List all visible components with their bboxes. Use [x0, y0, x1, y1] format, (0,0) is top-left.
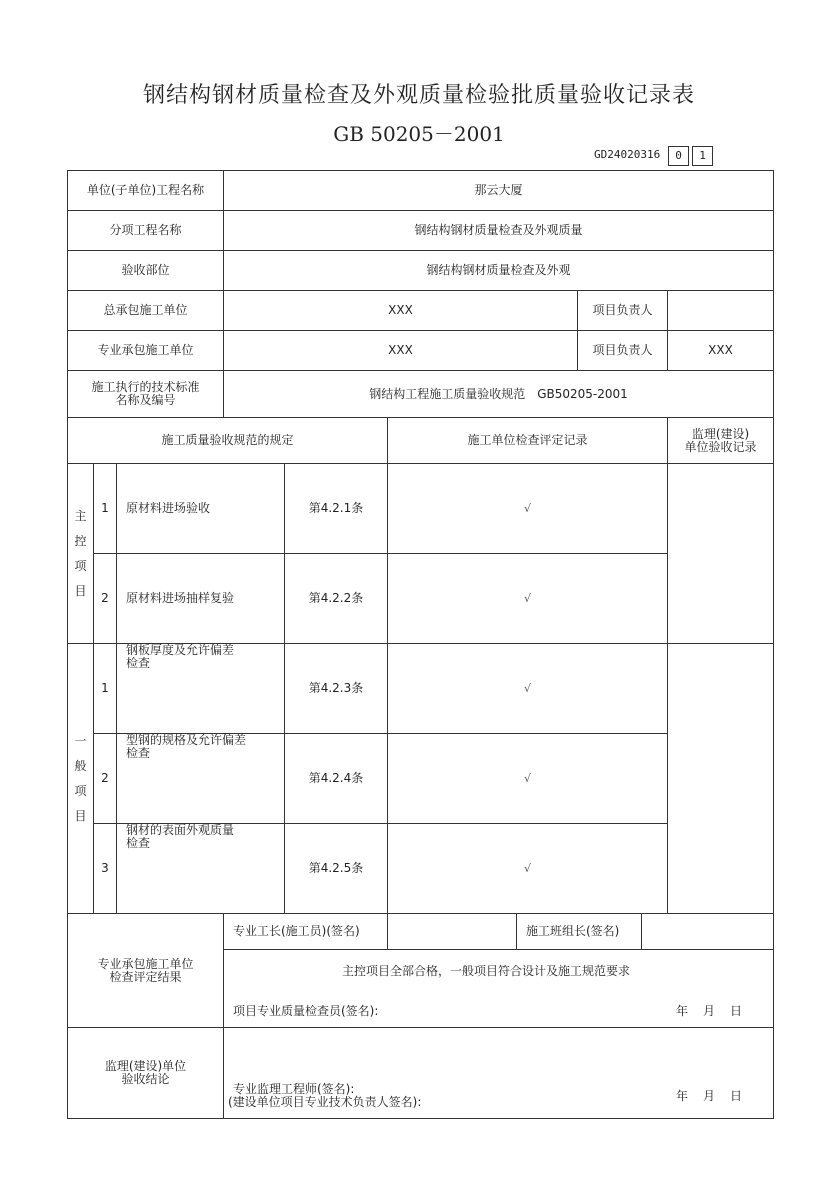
- item-name-line2: 检查: [126, 836, 151, 850]
- special-contractor-value[interactable]: XXX: [223, 330, 578, 371]
- supervision-result-label-line2: 验收结论: [121, 1072, 170, 1086]
- item-name: 原材料进场验收: [116, 463, 285, 554]
- special-manager-value[interactable]: XXX: [667, 330, 774, 371]
- team-leader-label: 施工班组长(签名): [516, 913, 642, 950]
- date-year: 年: [676, 1004, 689, 1018]
- group-char: 项: [74, 783, 87, 798]
- general-contractor-value[interactable]: XXX: [223, 290, 578, 331]
- main-supervision-record[interactable]: [667, 463, 774, 644]
- date-year: 年: [676, 1089, 689, 1103]
- group-char: 项: [74, 558, 87, 573]
- date-day: 日: [730, 1089, 743, 1103]
- check-mark: √: [523, 502, 531, 515]
- item-clause: 第4.2.3条: [284, 643, 388, 734]
- standard-number: GB 50205－2001: [333, 122, 505, 146]
- contractor-result-label: [67, 913, 224, 1028]
- check-mark: √: [523, 862, 531, 875]
- item-name-line2: 检查: [126, 746, 151, 760]
- supervision-header-line1: 监理(建设): [691, 426, 750, 441]
- item-clause: 第4.2.1条: [284, 463, 388, 554]
- check-mark: √: [523, 772, 531, 785]
- supervision-result-label-line1: 监理(建设)单位: [104, 1059, 187, 1073]
- sub-project-value[interactable]: 钢结构钢材质量检查及外观质量: [223, 210, 774, 251]
- spec-column-header: 施工质量验收规范的规定: [67, 417, 388, 464]
- general-manager-label: 项目负责人: [577, 290, 668, 331]
- item-number: 2: [93, 733, 117, 824]
- check-mark: √: [523, 682, 531, 695]
- group-char: 控: [74, 533, 87, 548]
- item-name: [116, 643, 285, 734]
- unit-project-value[interactable]: 那云大厦: [223, 170, 774, 211]
- standard-label: [67, 370, 224, 418]
- general-contractor-label: 总承包施工单位: [67, 290, 224, 331]
- general-manager-value[interactable]: [667, 290, 774, 331]
- owner-label: (建设单位项目专业技术负责人签名):: [228, 1095, 422, 1109]
- inspection-part-value[interactable]: 钢结构钢材质量检查及外观: [223, 250, 774, 291]
- date-month: 月: [703, 1089, 716, 1103]
- item-result[interactable]: [387, 463, 668, 554]
- item-name-line2: 检查: [126, 656, 151, 670]
- item-clause: 第4.2.2条: [284, 553, 388, 644]
- general-group-label: [67, 643, 94, 914]
- check-mark: √: [523, 592, 531, 605]
- inspection-part-label: 验收部位: [67, 250, 224, 291]
- item-name-line1: 钢板厚度及允许偏差: [126, 643, 235, 657]
- group-char: 目: [74, 808, 87, 823]
- standard-label-line1: 施工执行的技术标准: [91, 380, 200, 394]
- special-manager-label: 项目负责人: [577, 330, 668, 371]
- date-month: 月: [703, 1004, 716, 1018]
- item-result[interactable]: [387, 553, 668, 644]
- engineer-label: 专业监理工程师(签名):: [233, 1082, 355, 1096]
- item-result[interactable]: [387, 823, 668, 914]
- contractor-result-label-line1: 专业承包施工单位: [97, 956, 194, 971]
- standard-value[interactable]: 钢结构工程施工质量验收规范 GB50205-2001: [223, 370, 774, 418]
- item-name-line1: 型钢的规格及允许偏差: [126, 733, 247, 747]
- form-code-box-2: 1: [692, 146, 713, 166]
- form-code-box-1: 0: [668, 146, 689, 166]
- item-number: 1: [93, 463, 117, 554]
- inspector-label: 项目专业质量检查员(签名):: [233, 1004, 379, 1018]
- foreman-label: 专业工长(施工员)(签名): [223, 913, 388, 950]
- general-supervision-record[interactable]: [667, 643, 774, 914]
- record-column-header: 施工单位检查评定记录: [387, 417, 668, 464]
- item-number: 3: [93, 823, 117, 914]
- date-day: 日: [730, 1004, 743, 1018]
- sub-project-label: 分项工程名称: [67, 210, 224, 251]
- supervision-header-line2: 单位验收记录: [684, 439, 757, 454]
- unit-project-label: 单位(子单位)工程名称: [67, 170, 224, 211]
- group-char: 般: [74, 758, 87, 773]
- form-code: GD24020316: [594, 148, 661, 161]
- group-char: 一: [74, 733, 87, 748]
- item-name: [116, 733, 285, 824]
- team-leader-signature[interactable]: [641, 913, 774, 950]
- group-char: 主: [74, 508, 87, 523]
- standard-label-line2: 名称及编号: [115, 393, 176, 407]
- contractor-result-label-line2: 检查评定结果: [109, 969, 182, 984]
- group-char: 目: [74, 583, 87, 598]
- supervision-column-header: [667, 417, 774, 464]
- item-name-line1: 钢材的表面外观质量: [126, 823, 235, 837]
- item-clause: 第4.2.5条: [284, 823, 388, 914]
- main-control-group-label: [67, 463, 94, 644]
- supervision-result-label: [67, 1027, 224, 1119]
- contractor-conclusion: 主控项目全部合格，一般项目符合设计及施工规范要求: [342, 964, 631, 978]
- item-result[interactable]: [387, 733, 668, 824]
- item-name: 原材料进场抽样复验: [116, 553, 285, 644]
- item-number: 2: [93, 553, 117, 644]
- foreman-signature[interactable]: [387, 913, 517, 950]
- item-clause: 第4.2.4条: [284, 733, 388, 824]
- item-result[interactable]: [387, 643, 668, 734]
- form-title: 钢结构钢材质量检查及外观质量检验批质量验收记录表: [142, 83, 695, 108]
- special-contractor-label: 专业承包施工单位: [67, 330, 224, 371]
- item-number: 1: [93, 643, 117, 734]
- item-name: [116, 823, 285, 914]
